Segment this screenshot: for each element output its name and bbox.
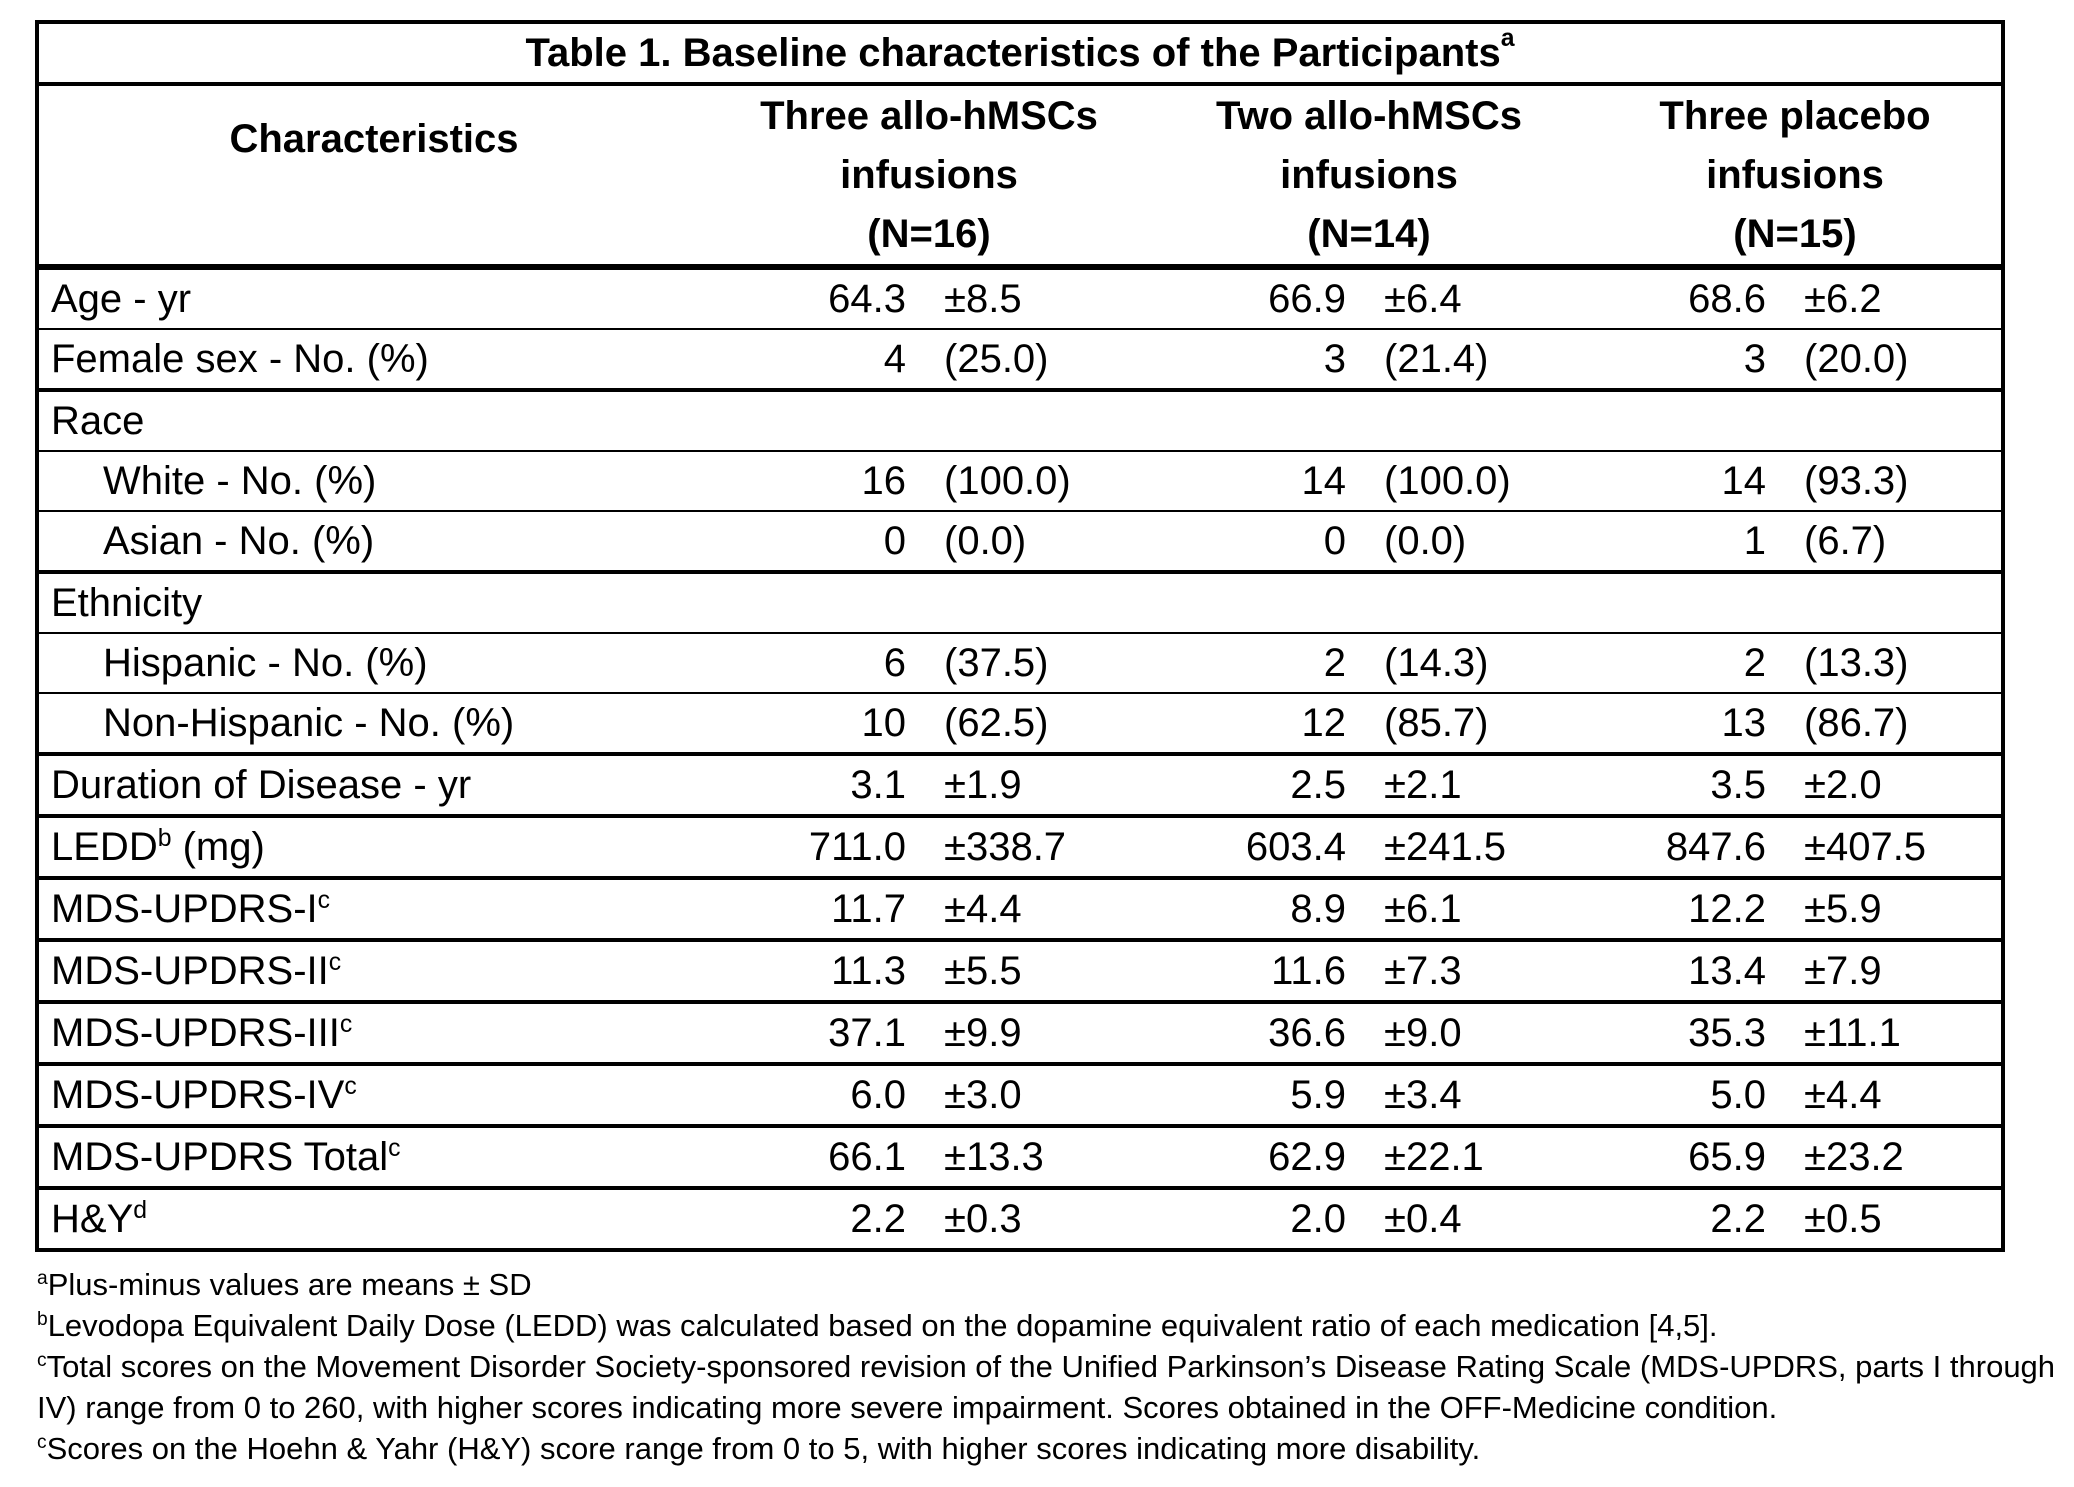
row-label <box>39 459 709 504</box>
value-mean: 14 <box>1301 458 1346 503</box>
value-mean: 5.0 <box>1710 1072 1766 1117</box>
footnote-marker: b <box>157 824 172 852</box>
value-sd: ±0.4 <box>1384 1196 1462 1241</box>
value-sd: ±6.2 <box>1804 276 1882 321</box>
value-mean: 16 <box>861 458 906 503</box>
value-sd: ±2.0 <box>1804 762 1882 807</box>
value-sd: (100.0) <box>944 458 1071 503</box>
value-mean: 11.6 <box>1271 948 1346 993</box>
table-row <box>39 1190 2001 1248</box>
row-label-text: Race <box>51 398 145 443</box>
value-sd: (0.0) <box>1384 518 1467 563</box>
footnote-marker: c <box>37 1350 47 1372</box>
footnote-d <box>37 1428 2067 1469</box>
row-label-text: MDS-UPDRS Total <box>51 1134 389 1179</box>
value-mean: 66.9 <box>1268 276 1346 321</box>
value-sd: ±9.9 <box>944 1010 1022 1055</box>
value-mean: 1 <box>1743 518 1766 563</box>
value-mean: 2.2 <box>850 1196 906 1241</box>
value-mean: 6 <box>883 640 906 685</box>
value-sd: ±4.4 <box>1804 1072 1882 1117</box>
column-header-n: (N=15) <box>1733 211 1857 256</box>
value-sd: ±1.9 <box>944 762 1022 807</box>
footnote-text: Plus-minus values are means ± SD <box>47 1267 532 1302</box>
column-header-three-allo-hmscs <box>709 86 1149 264</box>
value-sd: (0.0) <box>944 518 1027 563</box>
value-mean: 68.6 <box>1688 276 1766 321</box>
value-mean: 36.6 <box>1268 1010 1346 1055</box>
value-sd: ±23.2 <box>1804 1134 1904 1179</box>
table-row <box>39 880 2001 942</box>
value-mean: 13 <box>1721 700 1766 745</box>
row-label <box>39 887 709 932</box>
value-sd: ±338.7 <box>944 824 1067 869</box>
value-mean: 35.3 <box>1688 1010 1766 1055</box>
column-header-line2: infusions <box>1280 152 1458 197</box>
column-header-line1: Three placebo <box>1659 93 1931 138</box>
value-mean: 65.9 <box>1688 1134 1766 1179</box>
row-label <box>39 825 709 870</box>
table-row <box>39 694 2001 756</box>
footnote-marker: d <box>133 1196 148 1224</box>
value-sd: ±0.5 <box>1804 1196 1882 1241</box>
value-sd: ±241.5 <box>1384 824 1507 869</box>
value-mean: 11.7 <box>831 886 906 931</box>
column-header-n: (N=16) <box>867 211 991 256</box>
value-mean: 2 <box>1323 640 1346 685</box>
value-mean: 6.0 <box>850 1072 906 1117</box>
value-sd: ±6.1 <box>1384 886 1462 931</box>
column-header-two-allo-hmscs <box>1149 86 1589 264</box>
value-sd: ±8.5 <box>944 276 1022 321</box>
value-mean: 14 <box>1721 458 1766 503</box>
table-row <box>39 818 2001 880</box>
section-header-row <box>39 392 2001 452</box>
row-label-text: H&Y <box>51 1196 134 1241</box>
value-sd: (62.5) <box>944 700 1049 745</box>
footnote-marker: c <box>339 1010 353 1038</box>
value-mean: 37.1 <box>828 1010 906 1055</box>
row-label-text: MDS-UPDRS-I <box>51 886 318 931</box>
value-mean: 66.1 <box>828 1134 906 1179</box>
column-header-line2: infusions <box>840 152 1018 197</box>
row-label <box>39 1073 709 1118</box>
row-label <box>39 949 709 994</box>
table-row <box>39 1066 2001 1128</box>
footnotes <box>37 1264 2067 1469</box>
value-sd: (14.3) <box>1384 640 1489 685</box>
row-label-text: Duration of Disease - yr <box>51 762 472 807</box>
table-row <box>39 330 2001 392</box>
table-row <box>39 452 2001 512</box>
value-sd: ±5.5 <box>944 948 1022 993</box>
value-sd: ±6.4 <box>1384 276 1462 321</box>
value-sd: (86.7) <box>1804 700 1909 745</box>
row-label-text: White - No. (%) <box>103 458 377 503</box>
value-sd: ±9.0 <box>1384 1010 1462 1055</box>
value-sd: ±2.1 <box>1384 762 1462 807</box>
value-mean: 2.2 <box>1710 1196 1766 1241</box>
value-sd: ±11.1 <box>1804 1010 1901 1055</box>
value-mean: 603.4 <box>1245 824 1346 869</box>
value-mean: 2.5 <box>1290 762 1346 807</box>
characteristics-column-header: Characteristics <box>229 116 519 161</box>
footnote-marker: a <box>37 1268 48 1290</box>
row-label <box>39 337 709 382</box>
footnote-c <box>37 1346 2067 1428</box>
value-mean: 3 <box>1743 336 1766 381</box>
row-label-text: MDS-UPDRS-III <box>51 1010 340 1055</box>
row-label <box>39 1135 709 1180</box>
value-sd: (6.7) <box>1804 518 1887 563</box>
value-sd: ±407.5 <box>1804 824 1927 869</box>
value-sd: (93.3) <box>1804 458 1909 503</box>
table-row <box>39 1128 2001 1190</box>
value-sd: (85.7) <box>1384 700 1489 745</box>
value-mean: 2.0 <box>1290 1196 1346 1241</box>
value-sd: (20.0) <box>1804 336 1909 381</box>
footnote-text: Total scores on the Movement Disorder Society-sponsored revision of the Unified Parkinson’s Disease Rating Scale (MDS-UPDRS, parts I through IV) range from 0 to 260, with higher scores indicating more severe impairment. Scores obtained in the OFF-Medicine condition. <box>37 1349 2056 1425</box>
value-mean: 13.4 <box>1688 948 1766 993</box>
row-label-text: Female sex - No. (%) <box>51 336 429 381</box>
footnote-a <box>37 1264 2067 1305</box>
value-mean: 4 <box>883 336 906 381</box>
footnote-b <box>37 1305 2067 1346</box>
value-sd: ±3.0 <box>944 1072 1022 1117</box>
column-header-three-placebo <box>1589 86 2001 264</box>
footnote-marker: c <box>317 886 331 914</box>
row-label <box>39 701 709 746</box>
value-mean: 3.5 <box>1710 762 1766 807</box>
table-row <box>39 634 2001 694</box>
row-label <box>39 1197 709 1242</box>
section-header-row <box>39 574 2001 634</box>
row-label-text: MDS-UPDRS-IV <box>51 1072 345 1117</box>
table-row <box>39 1004 2001 1066</box>
value-sd: (100.0) <box>1384 458 1511 503</box>
value-sd: (21.4) <box>1384 336 1489 381</box>
value-sd: (37.5) <box>944 640 1049 685</box>
value-mean: 711.0 <box>808 824 906 869</box>
value-mean: 64.3 <box>828 276 906 321</box>
table-row <box>39 512 2001 574</box>
row-label-text: Non-Hispanic - No. (%) <box>103 700 515 745</box>
row-label <box>39 581 709 626</box>
row-label-text: Asian - No. (%) <box>103 518 375 563</box>
value-mean: 847.6 <box>1665 824 1766 869</box>
column-header-line2: infusions <box>1706 152 1884 197</box>
value-mean: 62.9 <box>1268 1134 1346 1179</box>
value-mean: 10 <box>861 700 906 745</box>
value-sd: ±5.9 <box>1804 886 1882 931</box>
value-mean: 0 <box>883 518 906 563</box>
value-sd: ±4.4 <box>944 886 1022 931</box>
row-label-text: Hispanic - No. (%) <box>103 640 428 685</box>
value-sd: ±13.3 <box>944 1134 1044 1179</box>
value-mean: 12 <box>1301 700 1346 745</box>
baseline-characteristics-table <box>35 20 2005 1252</box>
column-header-line1: Three allo-hMSCs <box>760 93 1098 138</box>
value-sd: (13.3) <box>1804 640 1909 685</box>
footnote-marker: c <box>328 948 342 976</box>
row-label <box>39 641 709 686</box>
row-label <box>39 519 709 564</box>
table-row <box>39 270 2001 330</box>
value-sd: ±7.3 <box>1384 948 1462 993</box>
value-sd: ±0.3 <box>944 1196 1022 1241</box>
footnote-text: Levodopa Equivalent Daily Dose (LEDD) was calculated based on the dopamine equivalent ratio of each medication [4,5]. <box>47 1308 1718 1343</box>
row-label <box>39 763 709 808</box>
value-mean: 11.3 <box>831 948 906 993</box>
value-sd: ±3.4 <box>1384 1072 1462 1117</box>
row-label-text: MDS-UPDRS-II <box>51 948 329 993</box>
value-sd: ±7.9 <box>1804 948 1882 993</box>
value-mean: 8.9 <box>1290 886 1346 931</box>
footnote-marker: b <box>37 1309 48 1331</box>
footnote-marker: c <box>388 1134 401 1162</box>
footnote-marker: c <box>344 1072 357 1100</box>
value-sd: ±22.1 <box>1384 1134 1484 1179</box>
column-header-n: (N=14) <box>1307 211 1431 256</box>
row-label <box>39 277 709 322</box>
table-title: Table 1. Baseline characteristics of the Participants $^a$ <box>39 24 2001 86</box>
footnote-text: Scores on the Hoehn & Yahr (H&Y) score range from 0 to 5, with higher scores indicating more disability. <box>46 1431 1481 1466</box>
row-label-text: LEDD <box>51 824 158 869</box>
value-mean: 3.1 <box>850 762 906 807</box>
column-header-line1: Two allo-hMSCs <box>1216 93 1522 138</box>
row-label <box>39 399 709 444</box>
row-label-text: Ethnicity <box>51 580 203 625</box>
table-body <box>39 270 2001 1248</box>
row-label <box>39 1011 709 1056</box>
value-mean: 12.2 <box>1688 886 1766 931</box>
table-row <box>39 756 2001 818</box>
row-label-text: Age - yr <box>51 276 192 321</box>
table-row <box>39 942 2001 1004</box>
value-sd: (25.0) <box>944 336 1049 381</box>
value-mean: 0 <box>1323 518 1346 563</box>
table-title-text: Table 1. Baseline characteristics of the Participants <box>525 30 1501 75</box>
footnote-marker: c <box>37 1432 47 1454</box>
value-mean: 5.9 <box>1290 1072 1346 1117</box>
row-label-suffix: (mg) <box>171 824 265 869</box>
table-header-row <box>39 86 2001 270</box>
value-mean: 2 <box>1743 640 1766 685</box>
value-mean: 3 <box>1323 336 1346 381</box>
